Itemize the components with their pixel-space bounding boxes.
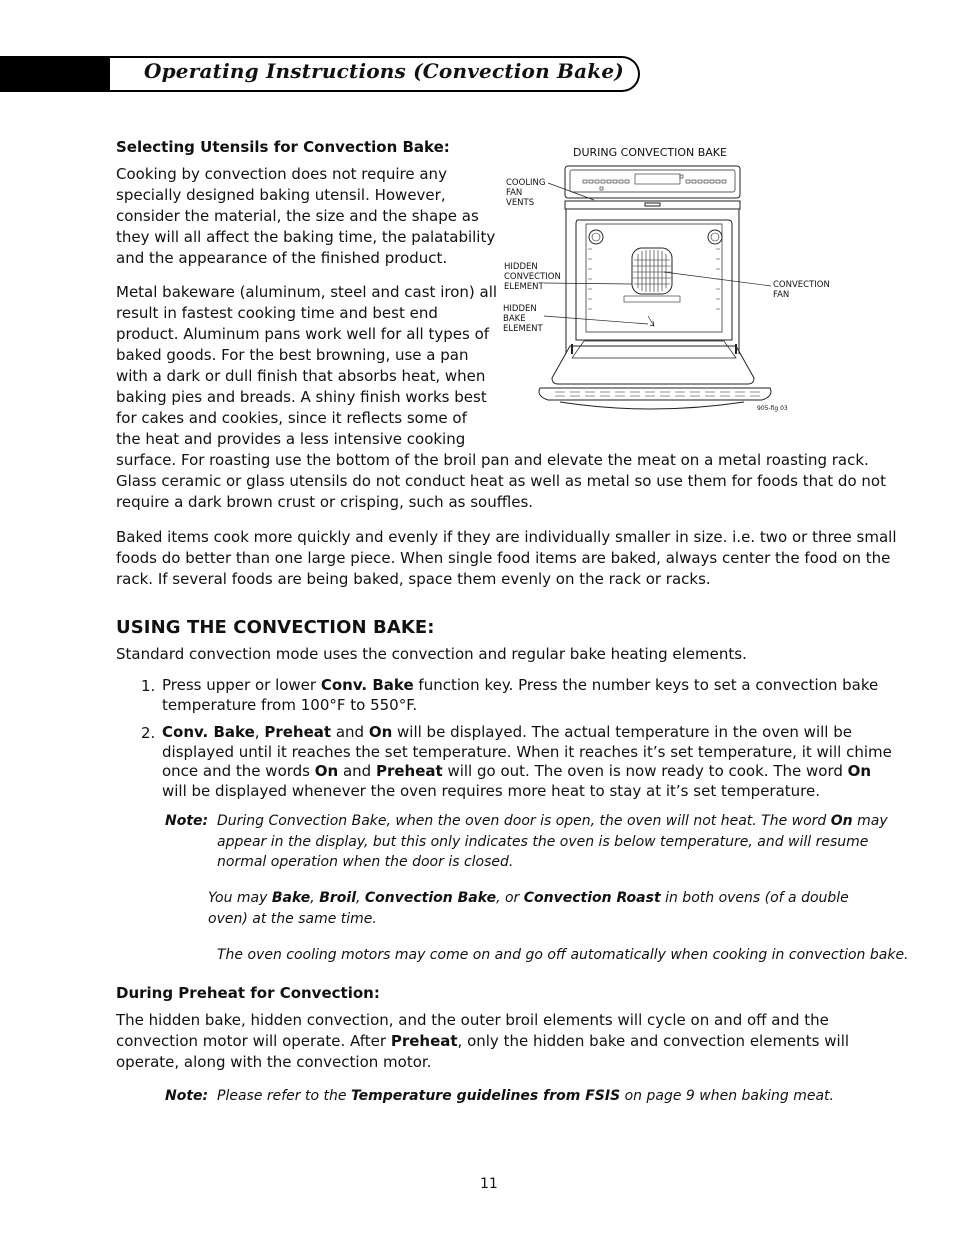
section-heading-using-convection-bake: USING THE CONVECTION BAKE: bbox=[116, 617, 435, 638]
preheat-paragraph bbox=[116, 1010, 849, 1073]
text-run: will be displayed. The actual temperature in the oven will be bbox=[392, 723, 852, 741]
text-line: Cooking by convection does not require any bbox=[116, 165, 447, 183]
text-line: appear in the display, but this only indicates the oven is below temperature, and will resume bbox=[217, 833, 869, 850]
text-run: and bbox=[331, 723, 369, 741]
text-line: will be displayed whenever the oven requires more heat to stay at it’s set temperature. bbox=[162, 782, 821, 801]
text-run: convection motor will operate. After bbox=[116, 1032, 391, 1050]
text-run: , only the hidden bake and convection elements will bbox=[457, 1032, 850, 1050]
diagram-title: DURING CONVECTION BAKE bbox=[573, 146, 727, 159]
label-line: COOLING bbox=[506, 178, 546, 188]
note-label: Note: bbox=[165, 1088, 209, 1104]
note-2 bbox=[208, 888, 849, 929]
door-window bbox=[572, 341, 736, 358]
text-run: Press upper or lower bbox=[162, 676, 321, 694]
convection-fan-grille bbox=[633, 250, 671, 292]
intro-text: Standard convection mode uses the convection and regular bake heating elements. bbox=[116, 645, 747, 663]
utensils-paragraph-1 bbox=[116, 164, 495, 269]
step-1-number: 1. bbox=[141, 677, 156, 695]
step-1 bbox=[162, 676, 878, 715]
display-word: On bbox=[847, 762, 872, 781]
note-3: The oven cooling motors may come on and go off automatically when cooking in convection bake. bbox=[217, 947, 909, 963]
oven-door bbox=[552, 346, 754, 384]
text-line: product. Aluminum pans work well for all types of bbox=[116, 325, 490, 343]
text-line: Metal bakeware (aluminum, steel and cast iron) all bbox=[116, 283, 498, 301]
label-line: CONVECTION bbox=[504, 272, 561, 282]
section-heading-utensils: Selecting Utensils for Convection Bake: bbox=[116, 138, 450, 156]
text-run: may bbox=[852, 813, 888, 829]
header-bar bbox=[0, 56, 116, 92]
bake-element-marker bbox=[648, 316, 654, 326]
text-line: normal operation when the door is closed. bbox=[217, 854, 514, 870]
text-line: Baked items cook more quickly and evenly if they are individually smaller in size. i.e. two or three small bbox=[116, 528, 897, 546]
note-1-label bbox=[165, 811, 208, 832]
section-heading-preheat: During Preheat for Convection: bbox=[116, 984, 380, 1002]
text-line: operate, along with the convection motor. bbox=[116, 1053, 432, 1071]
text-line: rack. If several foods are being baked, space them evenly on the rack or racks. bbox=[116, 570, 711, 588]
text-line: surface. For roasting use the bottom of the broil pan and elevate the meat on a metal roasting rack. bbox=[116, 451, 869, 469]
display-word: Preheat bbox=[375, 762, 443, 781]
text-line bbox=[162, 762, 892, 782]
mode-name: Convection Roast bbox=[523, 890, 661, 906]
text-line: and the appearance of the finished product. bbox=[116, 249, 448, 267]
text-line bbox=[217, 811, 888, 832]
text-line: they will all affect the baking time, the palatability bbox=[116, 228, 496, 246]
text-line bbox=[162, 676, 878, 696]
fan-shield-bottom bbox=[624, 296, 680, 302]
text-run: once and the words bbox=[162, 762, 315, 781]
text-run: will go out. The oven is now ready to cook. The word bbox=[442, 762, 848, 781]
label-line: ELEMENT bbox=[503, 324, 543, 334]
broil-element-left bbox=[589, 230, 603, 244]
label-line: FAN bbox=[506, 188, 523, 198]
text-line: for cakes and cookies, since it reflects some of bbox=[116, 409, 467, 427]
label-line: HIDDEN bbox=[504, 262, 538, 272]
text-line bbox=[162, 723, 892, 743]
door-bottom-curve bbox=[560, 402, 744, 409]
leader-cooling-vents bbox=[548, 183, 594, 200]
text-line: Glass ceramic or glass utensils do not conduct heat as well as metal so use them for foods that do not bbox=[116, 472, 886, 490]
text-run: During Convection Bake, when the oven door is open, the oven will not heat. The word bbox=[217, 813, 831, 829]
keypad-keys bbox=[583, 174, 726, 190]
step-2 bbox=[162, 723, 892, 802]
text-line: The hidden bake, hidden convection, and the outer broil elements will cycle on and off and the bbox=[116, 1011, 829, 1029]
text-line: result in fastest cooking time and best end bbox=[116, 304, 438, 322]
cooling-vent-slot bbox=[645, 203, 660, 206]
label-line: FAN bbox=[773, 290, 790, 300]
label-line: HIDDEN bbox=[503, 304, 537, 314]
step-2-number: 2. bbox=[141, 724, 156, 742]
text-line bbox=[116, 1031, 849, 1052]
display-word: On bbox=[368, 723, 393, 741]
text-line: displayed until it reaches the set temperature. When it reaches it’s set temperature, it will chime bbox=[162, 742, 892, 761]
page-title: Operating Instructions (Convection Bake) bbox=[144, 59, 624, 83]
text-line: baking pies and breads. A shiny finish works best bbox=[116, 388, 487, 406]
broil-element-right bbox=[708, 230, 722, 244]
text-run: and bbox=[338, 762, 376, 781]
leader-convection-fan bbox=[664, 272, 771, 286]
mode-name: Convection Bake bbox=[364, 890, 497, 906]
mode-name: Bake bbox=[271, 890, 311, 906]
label-line: ELEMENT bbox=[504, 282, 544, 292]
text-line: the heat and provides a less intensive cooking bbox=[116, 430, 466, 448]
text-line: baked goods. For the best browning, use a pan bbox=[116, 346, 469, 364]
text-line: require a dark brown crust or crisping, such as souffles. bbox=[116, 493, 534, 511]
door-vents bbox=[555, 392, 760, 396]
display-word: Preheat bbox=[390, 1032, 458, 1050]
leader-hidden-convection bbox=[544, 283, 632, 284]
display-word: Conv. Bake bbox=[162, 723, 255, 741]
text-line: with a dark or dull finish that absorbs heat, when bbox=[116, 367, 486, 385]
oven-top-trim bbox=[565, 201, 740, 209]
door-handle-strip bbox=[539, 388, 771, 400]
display-word: On bbox=[830, 813, 853, 829]
text-line bbox=[208, 888, 849, 909]
leader-hidden-bake bbox=[544, 316, 648, 324]
text-line: temperature from 100°F to 550°F. bbox=[162, 695, 418, 714]
label-line: VENTS bbox=[506, 198, 535, 208]
note-label: Note: bbox=[165, 813, 209, 829]
text-run: , bbox=[356, 890, 365, 906]
note-1 bbox=[217, 811, 888, 873]
figure-code: 905-fig 03 bbox=[757, 405, 788, 412]
note-4-label bbox=[165, 1086, 208, 1107]
text-run: , bbox=[254, 723, 265, 741]
display-word: On bbox=[314, 762, 339, 781]
text-line: consider the material, the size and the shape as bbox=[116, 207, 479, 225]
text-run: on page 9 when baking meat. bbox=[620, 1088, 834, 1104]
text-run: function key. Press the number keys to set a convection bake bbox=[413, 676, 879, 694]
utensils-paragraph-3 bbox=[116, 527, 897, 590]
page-number: 11 bbox=[480, 1176, 498, 1192]
display-word: Preheat bbox=[264, 723, 332, 741]
oven-diagram bbox=[500, 144, 830, 420]
note-4 bbox=[217, 1086, 834, 1107]
label-line: BAKE bbox=[503, 314, 526, 324]
text-run: You may bbox=[208, 890, 272, 906]
text-run: in both ovens (of a double bbox=[660, 890, 849, 906]
text-run: , or bbox=[496, 890, 524, 906]
text-line: oven) at the same time. bbox=[208, 910, 377, 927]
label-line: CONVECTION bbox=[773, 280, 830, 290]
text-line: specially designed baking utensil. However, bbox=[116, 186, 446, 204]
text-run: , bbox=[310, 890, 320, 906]
mode-name: Broil bbox=[319, 890, 356, 906]
text-run: Please refer to the bbox=[217, 1088, 351, 1104]
reference-title: Temperature guidelines from FSIS bbox=[350, 1088, 621, 1104]
oven-illustration bbox=[500, 144, 800, 420]
text-line: foods do better than one large piece. When single food items are baked, always center the food on the bbox=[116, 549, 891, 567]
key-label-conv-bake: Conv. Bake bbox=[320, 676, 414, 694]
